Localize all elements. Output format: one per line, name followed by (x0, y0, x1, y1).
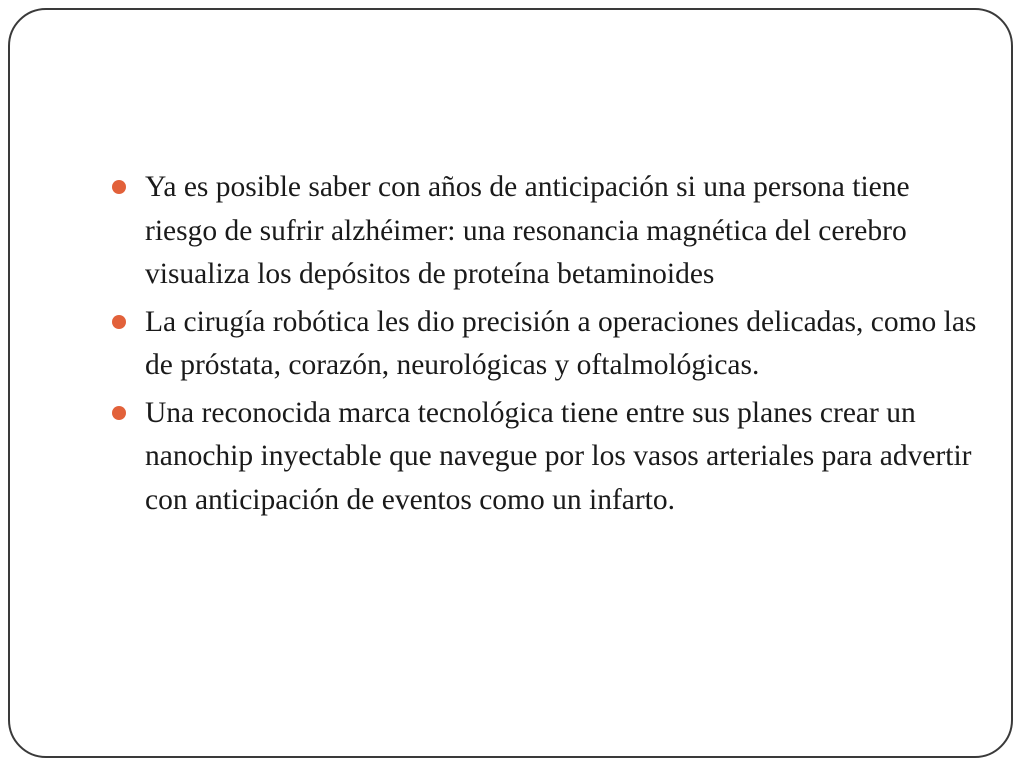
bullet-item-1 (108, 166, 988, 297)
bullet-text: Ya es posible saber con años de anticipación si una persona tiene riesgo de sufrir alzhéimer: una resonancia magnética del cerebro visualiza los depósitos de proteína betaminoides (145, 171, 910, 290)
bullet-list (108, 166, 988, 526)
bullet-item-2 (108, 301, 988, 388)
bullet-dot-icon (112, 180, 126, 194)
bullet-text: La cirugía robótica les dio precisión a operaciones delicadas, como las de próstata, corazón, neurológicas y oftalmológicas. (145, 305, 977, 381)
bullet-dot-icon (112, 315, 126, 329)
bullet-dot-icon (112, 406, 126, 420)
bullet-item-3 (108, 392, 988, 523)
bullet-text: Una reconocida marca tecnológica tiene entre sus planes crear un nanochip inyectable que navegue por los vasos arteriales para advertir con anticipación de eventos como un infarto. (145, 396, 972, 516)
